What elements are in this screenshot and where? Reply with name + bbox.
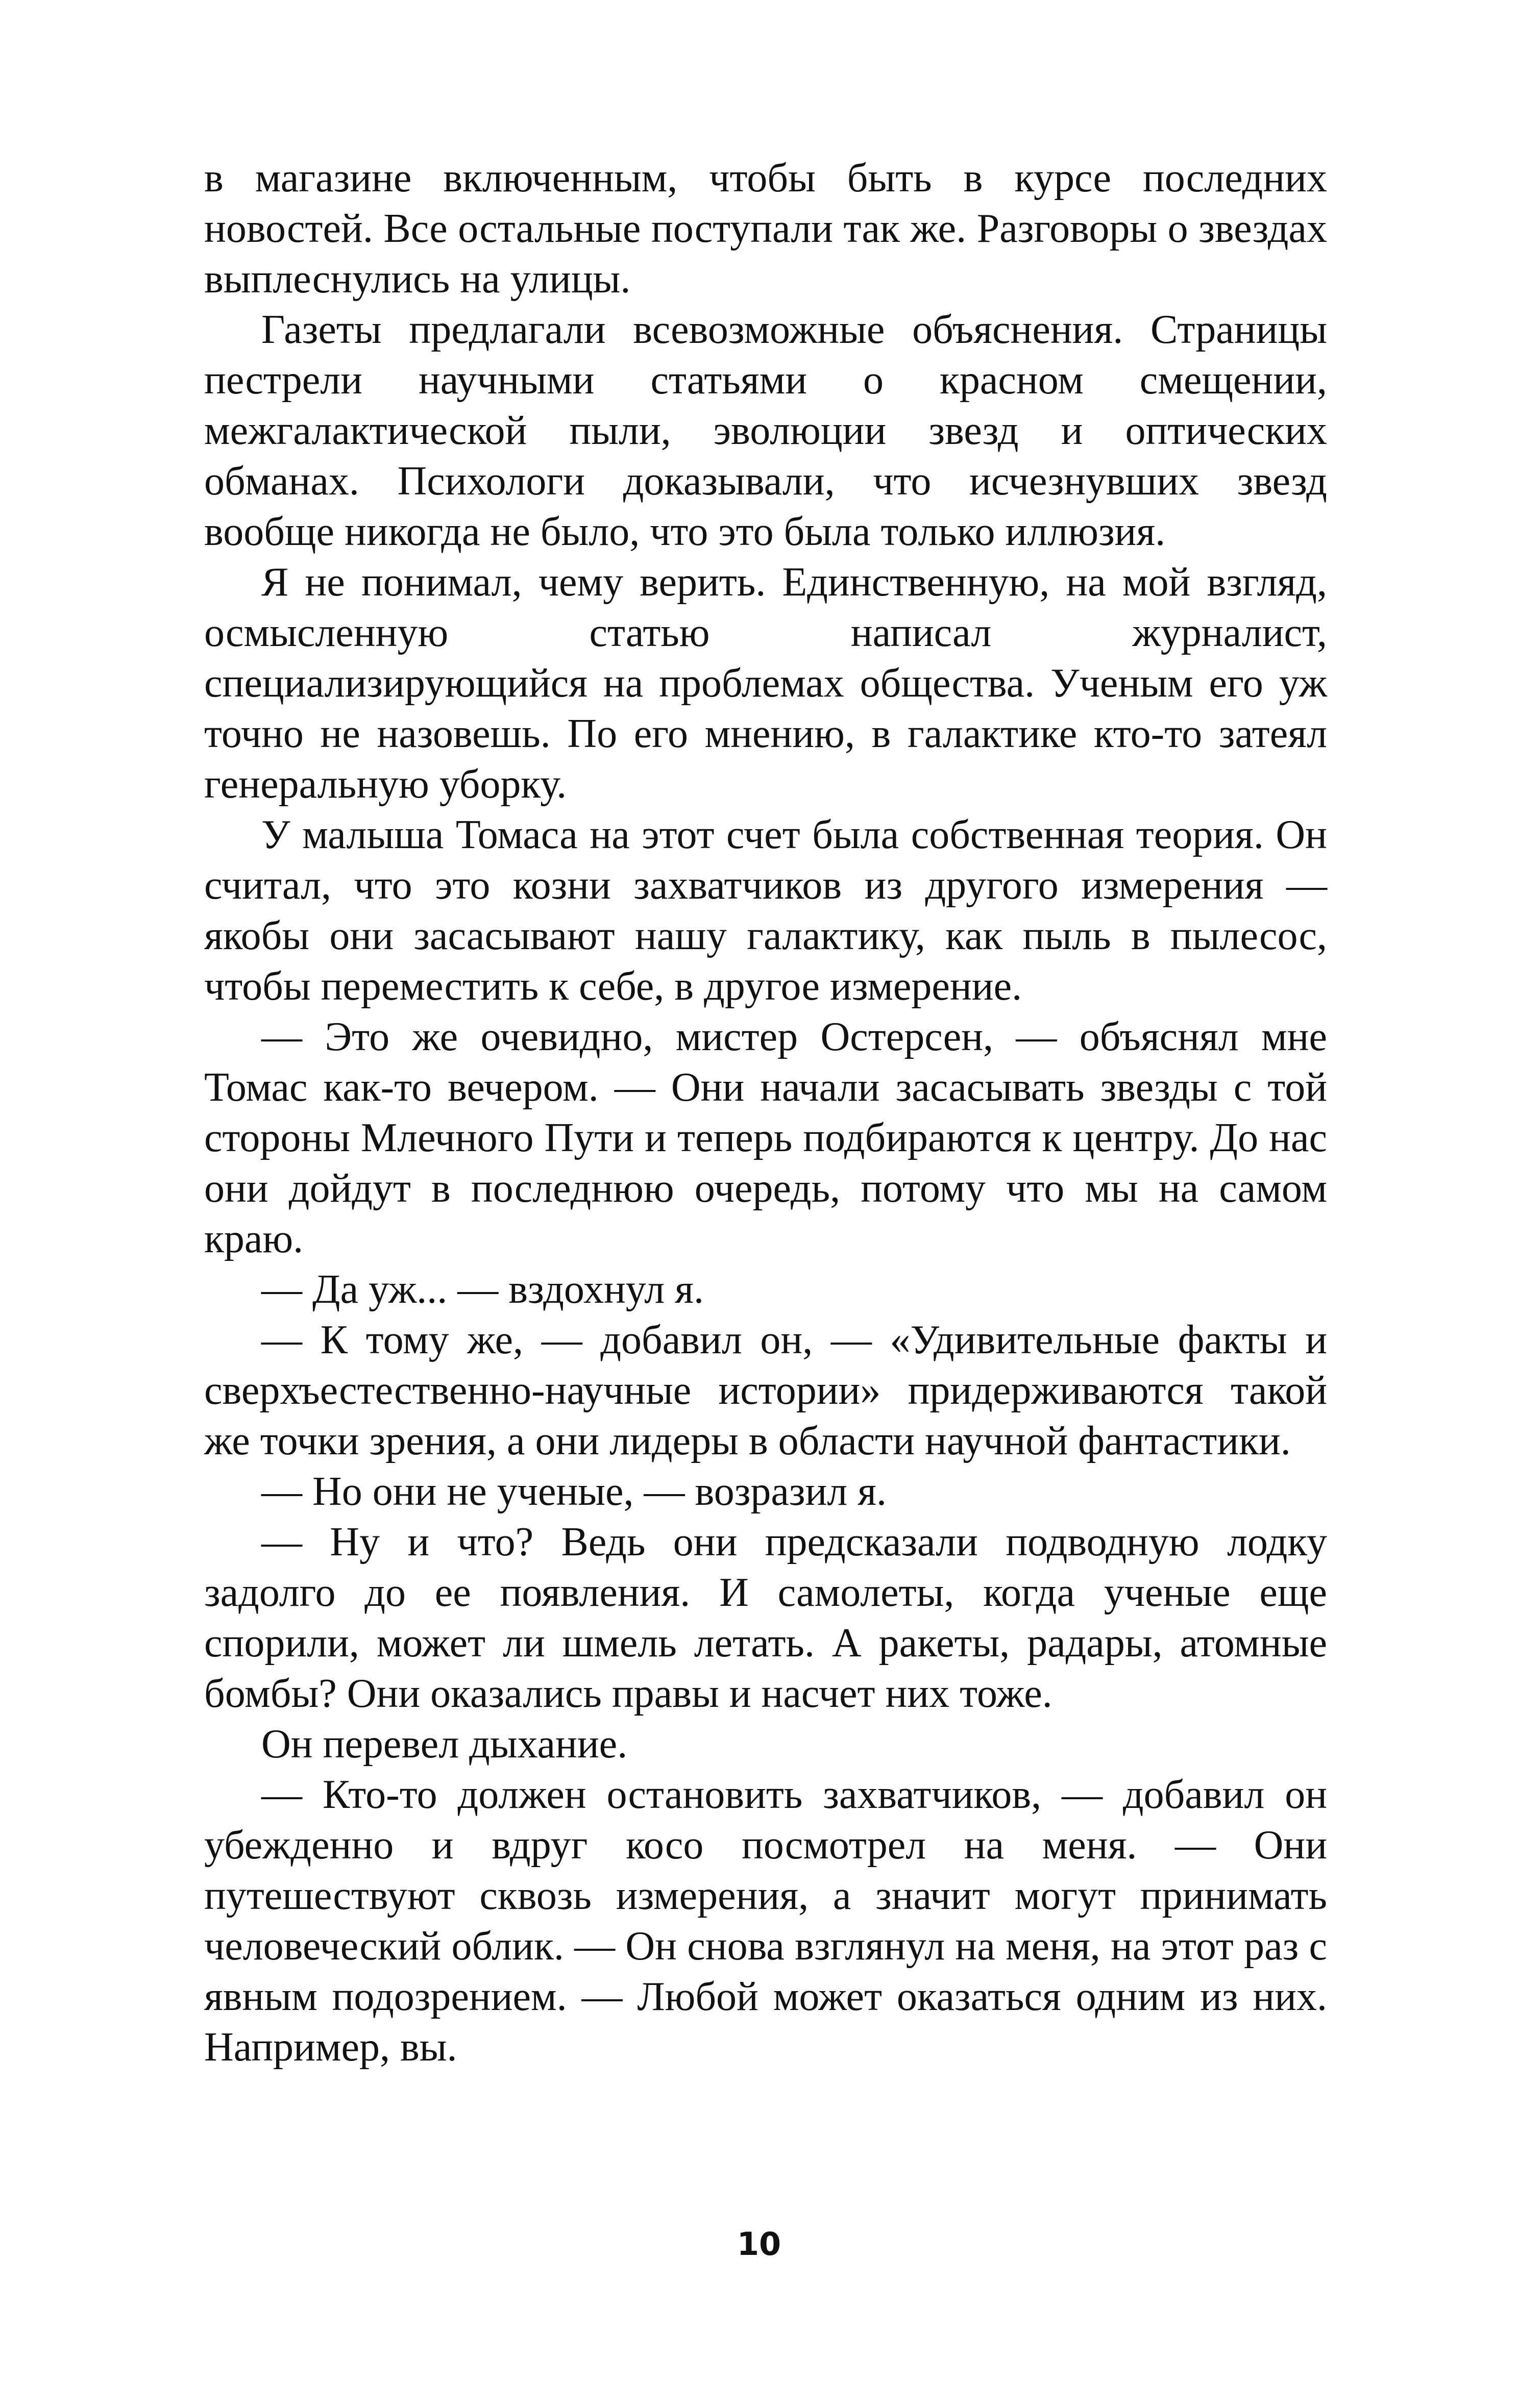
dialogue-paragraph: — Да уж... — вздохнул я. — [261, 1267, 704, 1312]
paragraph-continuation: в магазине включенным, чтобы быть в курсе последних новостей. Все остальные поступали так же. Разговоры о звездах выплеснулись на улицы. — [204, 156, 1327, 302]
dialogue-paragraph: — Кто-то должен остановить захватчиков, — добавил он убежденно и вдруг косо посмотрел на меня. — Они путешествуют сквозь измерения, а значит могут принимать человеческий облик. — Он снова взглянул на меня, на этот раз с явным подозрением. — Любой может оказаться одним из них. Например, вы. — [204, 1772, 1327, 2070]
dialogue-paragraph: — К тому же, — добавил он, — «Удивительные факты и сверхъестественно-научные истории» придерживаются такой же точки зрения, а они лидеры в области научной фантастики. — [204, 1318, 1327, 1463]
dialogue-paragraph: — Ну и что? Ведь они предсказали подводную лодку задолго до ее появления. И самолеты, когда ученые еще спорили, может ли шмель летать. А ракеты, радары, атомные бомбы? Они оказались правы и насчет них тоже. — [204, 1520, 1327, 1716]
dialogue-paragraph: — Но они не ученые, — возразил я. — [261, 1469, 887, 1514]
page-number: 10 — [737, 2225, 781, 2263]
paragraph: У малыша Томаса на этот счет была собственная теория. Он считал, что это козни захватчиков из другого измерения — якобы они засасывают нашу галактику, как пыль в пылесос, чтобы переместить к себе, в другое измерение. — [204, 812, 1327, 1009]
dialogue-paragraph: — Это же очевидно, мистер Остерсен, — объяснял мне Томас как-то вечером. — Они начали засасывать звезды с той стороны Млечного Пути и теперь подбираются к центру. До нас они дойдут в последнюю очередь, потому что мы на самом краю. — [204, 1014, 1327, 1261]
paragraph: Газеты предлагали всевозможные объяснения. Страницы пестрели научными статьями о красном смещении, межгалактической пыли, эволюции звезд и оптических обманах. Психологи доказывали, что исчезнувших звезд вообще никогда не было, что это была только иллюзия. — [204, 307, 1327, 554]
paragraph: Я не понимал, чему верить. Единственную, на мой взгляд, осмысленную статью написал журналист, специализирующийся на проблемах общества. Ученым его уж точно не назовешь. По его мнению, в галактике кто-то затеял генеральную уборку. — [204, 560, 1327, 807]
body-text — [204, 153, 1327, 2073]
paragraph: Он перевел дыхание. — [261, 1722, 628, 1767]
